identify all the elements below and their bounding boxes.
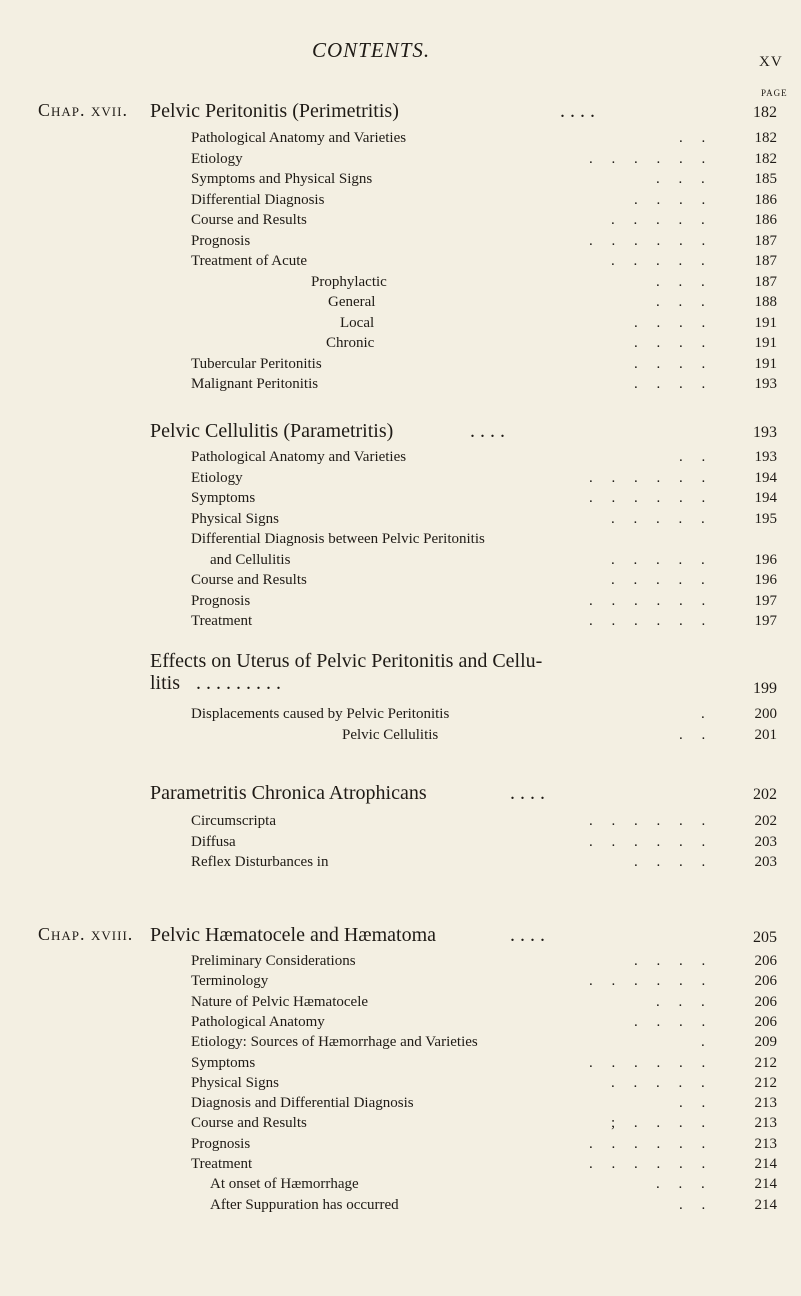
section-title-dots: . . . . <box>560 100 595 122</box>
toc-entry <box>0 1156 801 1178</box>
toc-entry <box>0 1055 801 1077</box>
entry-dot-leader: . . . <box>656 1176 705 1193</box>
entry-dot-leader: . . . . . . <box>589 613 706 629</box>
toc-entry <box>0 511 801 533</box>
entry-page-number: 191 <box>754 335 777 351</box>
section-title-dots: . . . . <box>470 420 505 442</box>
entry-label: Physical Signs <box>191 510 279 527</box>
toc-entry <box>0 613 801 635</box>
section-title-dots: . . . . <box>510 924 545 946</box>
entry-label: Reflex Disturbances in <box>191 854 329 870</box>
toc-entry <box>0 315 801 337</box>
toc-entry <box>0 1176 801 1198</box>
page-column-label: PAGE <box>761 88 788 98</box>
toc-entry <box>0 994 801 1016</box>
entry-dot-leader: . . . . . . <box>589 592 706 609</box>
entry-dot-leader: . . . <box>656 993 705 1010</box>
entry-page-number: 191 <box>754 314 777 331</box>
toc-entry <box>0 854 801 876</box>
toc-entry <box>0 1034 801 1056</box>
section-page: 205 <box>753 929 777 946</box>
entry-page-number: 202 <box>754 813 777 829</box>
entry-dot-leader: ; . . . . <box>611 1115 706 1132</box>
toc-entry <box>0 130 801 152</box>
entry-dot-leader: . . . . . <box>611 510 705 527</box>
toc-entry <box>0 171 801 193</box>
toc-entry <box>0 1197 801 1219</box>
entry-page-number: 194 <box>754 490 777 506</box>
entry-dot-leader: . . . . . . <box>589 150 706 167</box>
entry-label: Malignant Peritonitis <box>191 376 319 392</box>
entry-label: Etiology: Sources of Hæmorrhage and Varieties <box>191 1034 478 1051</box>
entry-label: Displacements caused by Pelvic Peritonitis <box>191 706 450 722</box>
toc-entry <box>0 727 801 749</box>
entry-dot-leader: . . . <box>656 171 705 187</box>
toc-entry <box>0 192 801 214</box>
entry-page-number: 214 <box>754 1156 777 1172</box>
entry-dot-leader: . . . . . . <box>589 813 706 829</box>
entry-label: Preliminary Considerations <box>191 953 356 969</box>
entry-dot-leader: . . . . <box>634 854 706 870</box>
entry-label: Course and Results <box>191 572 307 588</box>
running-title: CONTENTS. <box>312 38 431 62</box>
section-title: Parametritis Chronica Atrophicans <box>150 782 427 804</box>
toc-entry <box>0 706 801 728</box>
entry-label: Etiology <box>191 469 243 486</box>
entry-label: Treatment <box>191 613 253 629</box>
entry-dot-leader: . . . . . <box>611 1074 705 1091</box>
entry-dot-leader: . . . . . <box>611 551 705 568</box>
entry-page-number: 196 <box>754 551 777 568</box>
section-page: 193 <box>753 424 777 441</box>
entry-label: Prognosis <box>191 1135 251 1152</box>
toc-entry <box>0 834 801 856</box>
entry-label: and Cellulitis <box>210 551 291 568</box>
entry-page-number: 186 <box>754 212 777 228</box>
toc-entry <box>0 953 801 975</box>
entry-page-number: 203 <box>754 833 777 850</box>
chapter-label: Chap. xviii. <box>38 924 134 944</box>
entry-label: Prognosis <box>191 592 251 609</box>
entry-dot-leader: . . . . <box>634 1013 706 1030</box>
entry-label: Symptoms and Physical Signs <box>191 171 373 187</box>
section-title-dots: . . . . <box>510 782 545 804</box>
entry-page-number: 186 <box>754 191 777 208</box>
toc-entry <box>0 335 801 357</box>
toc-entry <box>0 1095 801 1117</box>
entry-label: Symptoms <box>191 1054 256 1071</box>
entry-dot-leader: . . . . . <box>611 253 705 269</box>
entry-label: Course and Results <box>191 1115 307 1132</box>
entry-dot-leader: . . . <box>656 294 705 310</box>
chapter-label: Chap. xvii. <box>38 100 128 120</box>
entry-page-number: 195 <box>754 510 777 527</box>
page-number-roman: XV <box>759 54 783 70</box>
toc-entry <box>0 973 801 995</box>
toc-entry <box>0 1014 801 1036</box>
toc-entry <box>0 449 801 471</box>
section-title: Pelvic Cellulitis (Parametritis) <box>150 420 394 442</box>
entry-page-number: 185 <box>754 171 777 187</box>
entry-page-number: 193 <box>754 449 777 465</box>
entry-page-number: 213 <box>754 1135 777 1152</box>
entry-dot-leader: . . . . . . <box>589 973 706 990</box>
toc-entry <box>0 593 801 615</box>
entry-page-number: 214 <box>754 1196 777 1213</box>
toc-entry <box>0 531 801 553</box>
toc-entry <box>0 233 801 255</box>
section-title-line2: litis <box>150 672 181 694</box>
entry-dot-leader: . . <box>679 449 706 465</box>
entry-dot-leader: . . . . . <box>611 212 705 228</box>
entry-dot-leader: . . . . . <box>611 572 705 588</box>
entry-page-number: 188 <box>754 294 777 310</box>
toc-entry <box>0 294 801 316</box>
entry-dot-leader: . . <box>679 1196 706 1213</box>
entry-label: Nature of Pelvic Hæmatocele <box>191 993 369 1010</box>
section-title-dots: . . . . . . . . . <box>196 672 281 694</box>
toc-entry <box>0 490 801 512</box>
toc-entry <box>0 376 801 398</box>
toc-entry <box>0 253 801 275</box>
entry-label: Diffusa <box>191 833 236 850</box>
section-title: Effects on Uterus of Pelvic Peritonitis and Cellu- <box>150 650 543 672</box>
entry-dot-leader: . . . . <box>634 314 706 331</box>
toc-entry <box>0 572 801 594</box>
entry-dot-leader: . . . . . . <box>589 1156 706 1172</box>
entry-dot-leader: . . . . . . <box>589 469 706 486</box>
entry-dot-leader: . . <box>679 130 706 146</box>
entry-label: After Suppuration has occurred <box>210 1196 399 1213</box>
entry-page-number: 196 <box>754 572 777 588</box>
entry-dot-leader: . . . . . . <box>589 232 706 249</box>
entry-label: Circumscripta <box>191 813 276 829</box>
entry-label: Pathological Anatomy and Varieties <box>191 449 407 465</box>
entry-page-number: 194 <box>754 469 777 486</box>
entry-page-number: 182 <box>754 130 777 146</box>
toc-entry <box>0 151 801 173</box>
entry-dot-leader: . . . <box>656 273 705 290</box>
entry-page-number: 197 <box>754 592 777 609</box>
entry-page-number: 212 <box>754 1074 777 1091</box>
entry-dot-leader: . . . . <box>634 355 706 372</box>
entry-dot-leader: . . . . <box>634 191 706 208</box>
entry-label: Prognosis <box>191 232 251 249</box>
entry-page-number: 191 <box>754 355 777 372</box>
entry-dot-leader: . . . . <box>634 953 706 969</box>
entry-label: Treatment <box>191 1156 253 1172</box>
entry-page-number: 206 <box>754 993 777 1010</box>
entry-page-number: 203 <box>754 854 777 870</box>
toc-entry <box>0 470 801 492</box>
entry-dot-leader: . . . . <box>634 335 706 351</box>
section-page: 202 <box>753 786 777 803</box>
entry-page-number: 212 <box>754 1054 777 1071</box>
entry-page-number: 187 <box>754 253 777 269</box>
toc-entry <box>0 1136 801 1158</box>
toc-entry <box>0 1115 801 1137</box>
entry-label: Pelvic Cellulitis <box>342 727 439 743</box>
entry-label: Treatment of Acute <box>191 253 308 269</box>
section-title: Pelvic Hæmatocele and Hæmatoma <box>150 924 437 946</box>
entry-dot-leader: . . . . . . <box>589 1135 706 1152</box>
section-page: 182 <box>753 104 777 121</box>
entry-page-number: 193 <box>754 376 777 392</box>
page-header <box>0 38 801 70</box>
entry-page-number: 209 <box>754 1034 777 1051</box>
entry-dot-leader: . . . . <box>634 376 706 392</box>
toc-entry <box>0 1075 801 1097</box>
entry-label: Pathological Anatomy and Varieties <box>191 130 407 146</box>
entry-page-number: 197 <box>754 613 777 629</box>
entry-label: Terminology <box>191 973 269 990</box>
entry-label: Tubercular Peritonitis <box>191 355 322 372</box>
entry-page-number: 182 <box>754 150 777 167</box>
entry-label: At onset of Hæmorrhage <box>210 1176 359 1193</box>
entry-dot-leader: . . . . . . <box>589 833 706 850</box>
entry-page-number: 213 <box>754 1115 777 1132</box>
entry-label: Chronic <box>326 335 375 351</box>
entry-label: General <box>328 294 376 310</box>
entry-label: Differential Diagnosis <box>191 191 325 208</box>
entry-label: Differential Diagnosis between Pelvic Peritonitis <box>191 531 485 547</box>
section-page: 199 <box>753 680 777 697</box>
entry-page-number: 187 <box>754 232 777 249</box>
entry-dot-leader: . <box>701 706 705 722</box>
entry-dot-leader: . . <box>679 727 706 743</box>
entry-dot-leader: . . <box>679 1095 706 1112</box>
toc-entry <box>0 356 801 378</box>
entry-label: Etiology <box>191 150 243 167</box>
toc-entry <box>0 274 801 296</box>
entry-label: Prophylactic <box>311 273 387 290</box>
entry-label: Course and Results <box>191 212 307 228</box>
entry-label: Physical Signs <box>191 1074 279 1091</box>
entry-page-number: 201 <box>754 727 777 743</box>
entry-label: Local <box>340 314 375 331</box>
toc-entry <box>0 552 801 574</box>
toc-entry <box>0 813 801 835</box>
entry-page-number: 213 <box>754 1095 777 1112</box>
entry-label: Symptoms <box>191 490 256 506</box>
toc-entry <box>0 212 801 234</box>
entry-label: Pathological Anatomy <box>191 1013 325 1030</box>
section-title: Pelvic Peritonitis (Perimetritis) <box>150 100 399 122</box>
entry-page-number: 214 <box>754 1176 777 1193</box>
entry-page-number: 187 <box>754 273 777 290</box>
entry-dot-leader: . . . . . . <box>589 490 706 506</box>
entry-dot-leader: . . . . . . <box>589 1054 706 1071</box>
entry-page-number: 206 <box>754 953 777 969</box>
entry-page-number: 206 <box>754 1013 777 1030</box>
entry-page-number: 200 <box>754 706 777 722</box>
entry-dot-leader: . <box>701 1034 705 1051</box>
entry-page-number: 206 <box>754 973 777 990</box>
entry-label: Diagnosis and Differential Diagnosis <box>191 1095 414 1112</box>
